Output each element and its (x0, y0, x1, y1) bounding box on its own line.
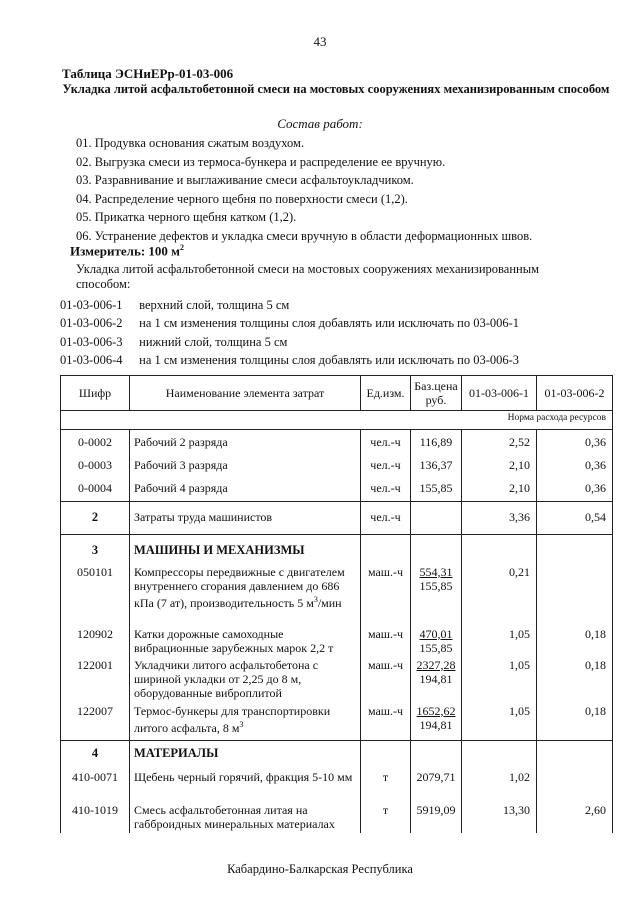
cell-price: 116,89 (411, 430, 462, 453)
variant-item (60, 351, 519, 369)
cell-name: Рабочий 2 разряда (130, 430, 361, 453)
variant-text: верхний слой, толщина 5 см (139, 298, 290, 312)
header-col2: 01-03-006-2 (537, 376, 613, 411)
table-row (61, 476, 613, 502)
cell-price: 2079,71 (411, 767, 462, 801)
table-row (61, 704, 613, 741)
price-top: 554,31 (419, 564, 453, 579)
work-item: 03. Разравнивание и выглаживание смеси асфальтоукладчиком. (76, 173, 414, 188)
cell-code: 410-1019 (61, 801, 130, 833)
cell-unit: чел.-ч (361, 430, 411, 453)
footer-region: Кабардино-Балкарская Республика (227, 862, 413, 876)
price-top: 1652,62 (416, 703, 456, 718)
work-item: 01. Продувка основания сжатым воздухом. (76, 136, 305, 150)
cell-name-text: Термос-бункеры для транспортировки литого асфальта, 8 м (134, 703, 331, 735)
cell-unit: т (361, 801, 411, 833)
cell-name: Щебень черный горячий, фракция 5-10 мм (130, 767, 361, 801)
cell-name-text: Укладчики литого асфальтобетона с шириной укладки от 2,25 до 8 м, оборудованные виброплитой (134, 657, 319, 700)
empty-cell (411, 535, 462, 565)
cell-name: Затраты труда машинистов (130, 502, 361, 535)
machines-group (61, 535, 613, 741)
cell-v2: 0,36 (537, 476, 613, 502)
header-price-line1: Баз.цена (414, 379, 458, 393)
header-name: Наименование элемента затрат (130, 376, 361, 411)
cell-v2: 0,36 (537, 453, 613, 476)
cell-name: Рабочий 4 разряда (130, 476, 361, 502)
cell-unit: чел.-ч (361, 453, 411, 476)
cell-v1: 2,10 (462, 476, 537, 502)
cell-v1: 1,02 (462, 767, 537, 801)
empty-cell (361, 741, 411, 767)
page-number: 43 (313, 34, 327, 49)
cell-v2: 0,36 (537, 430, 613, 453)
cell-name-tail: /мин (317, 595, 342, 610)
section-title: МАШИНЫ И МЕХАНИЗМЫ (130, 535, 361, 565)
price-bottom: 194,81 (419, 671, 453, 686)
machinists-group (61, 502, 613, 535)
table-header-row (61, 376, 613, 411)
materials-group (61, 741, 613, 833)
meter-sup: 2 (180, 243, 185, 252)
cell-v2: 0,18 (537, 658, 613, 704)
cell-v2: 2,60 (537, 801, 613, 833)
cell-name: Смесь асфальтобетонная литая на габброидных минеральных материалах (130, 801, 361, 833)
header-unit: Ед.изм. (361, 376, 411, 411)
table-row (61, 801, 613, 833)
cell-name (130, 627, 361, 658)
price-bottom: 194,81 (419, 717, 453, 732)
cell-name-sup: 3 (313, 594, 318, 604)
price-bottom: 155,85 (419, 578, 453, 593)
price-top: 2327,28 (416, 657, 456, 672)
table-row (61, 453, 613, 476)
empty-cell (462, 535, 537, 565)
variant-code: 01-03-006-3 (60, 334, 123, 349)
header-price (411, 376, 462, 411)
cell-v1: 2,52 (462, 430, 537, 453)
price-bottom: 155,85 (419, 640, 453, 655)
table-name: Таблица ЭСНиЕРр-01-03-006 (62, 66, 234, 81)
cell-unit: чел.-ч (361, 476, 411, 502)
section-row (61, 741, 613, 767)
cell-code: 0-0002 (61, 430, 130, 453)
table-row (61, 430, 613, 453)
cell-name (130, 704, 361, 741)
cell-unit: маш.-ч (361, 627, 411, 658)
cell-v1: 0,21 (462, 565, 537, 627)
work-item: 05. Прикатка черного щебня катком (1,2). (76, 210, 297, 225)
empty-cell (411, 741, 462, 767)
cell-name (130, 658, 361, 704)
cell-v1: 1,05 (462, 704, 537, 741)
variants-list (60, 296, 519, 369)
table-row (61, 767, 613, 801)
cell-price (411, 704, 462, 741)
cell-unit: маш.-ч (361, 704, 411, 741)
cell-price (411, 565, 462, 627)
table-row (61, 565, 613, 627)
cell-v2: 0,18 (537, 627, 613, 658)
header-col1: 01-03-006-1 (462, 376, 537, 411)
cell-name-text: Компрессоры передвижные с двигателем внутреннего сгорания давлением до 686 кПа (7 ат), производительность 5 м (134, 564, 345, 610)
cell-price (411, 502, 462, 535)
cell-code: 2 (61, 502, 130, 535)
table-row (61, 502, 613, 535)
table-title: Укладка литой асфальтобетонной смеси на мостовых сооружениях механизированным способом (62, 82, 610, 96)
cell-v2: 0,54 (537, 502, 613, 535)
norm-label: Норма расхода ресурсов (61, 411, 613, 430)
cell-price: 155,85 (411, 476, 462, 502)
variant-code: 01-03-006-4 (60, 352, 123, 367)
cell-v2 (537, 767, 613, 801)
workers-group (61, 430, 613, 502)
cell-price: 5919,09 (411, 801, 462, 833)
works-list (76, 134, 532, 246)
empty-cell (537, 741, 613, 767)
variant-code: 01-03-006-1 (60, 298, 123, 312)
variant-text: на 1 см изменения толщины слоя добавлять или исключать по 03-006-3 (139, 352, 520, 367)
norm-row (61, 411, 613, 430)
cell-name-sup: 3 (239, 719, 244, 729)
variant-text: на 1 см изменения толщины слоя добавлять или исключать по 03-006-1 (139, 316, 520, 331)
cell-name: Рабочий 3 разряда (130, 453, 361, 476)
empty-cell (462, 741, 537, 767)
variant-item (60, 333, 519, 351)
cell-v2: 0,18 (537, 704, 613, 741)
table-row (61, 658, 613, 704)
cell-v2 (537, 565, 613, 627)
meter (70, 243, 184, 259)
variant-item (60, 296, 519, 314)
resources-table (60, 375, 613, 833)
cell-unit: маш.-ч (361, 565, 411, 627)
section-code: 4 (61, 741, 130, 767)
table-row (61, 627, 613, 658)
scope-text: Укладка литой асфальтобетонной смеси на мостовых сооружениях механизированным способом: (76, 262, 540, 291)
works-header: Состав работ: (277, 116, 363, 131)
cell-code: 0-0003 (61, 453, 130, 476)
variant-text: нижний слой, толщина 5 см (139, 334, 288, 349)
cell-code: 122007 (61, 704, 130, 741)
section-row (61, 535, 613, 565)
header-price-line2: руб. (425, 393, 447, 407)
cell-name-text: Катки дорожные самоходные вибрационные зарубежных марок 2,2 т (134, 626, 334, 655)
cell-code: 0-0004 (61, 476, 130, 502)
cell-code: 050101 (61, 565, 130, 627)
empty-cell (361, 535, 411, 565)
price-top: 470,01 (419, 626, 453, 641)
work-item: 06. Устранение дефектов и укладка смеси вручную в области деформационных швов. (76, 228, 533, 243)
cell-v1: 2,10 (462, 453, 537, 476)
cell-v1: 3,36 (462, 502, 537, 535)
cell-v1: 1,05 (462, 627, 537, 658)
cell-unit: чел.-ч (361, 502, 411, 535)
cell-unit: т (361, 767, 411, 801)
variant-code: 01-03-006-2 (60, 316, 123, 331)
cell-code: 122001 (61, 658, 130, 704)
cell-unit: маш.-ч (361, 658, 411, 704)
cell-v1: 13,30 (462, 801, 537, 833)
section-title: МАТЕРИАЛЫ (130, 741, 361, 767)
work-item: 04. Распределение черного щебня по поверхности смеси (1,2). (76, 191, 408, 206)
cell-price: 136,37 (411, 453, 462, 476)
cell-name (130, 565, 361, 627)
cell-v1: 1,05 (462, 658, 537, 704)
header-code: Шифр (61, 376, 130, 411)
variant-item (60, 314, 519, 332)
cell-price (411, 658, 462, 704)
cell-code: 410-0071 (61, 767, 130, 801)
section-code: 3 (61, 535, 130, 565)
cell-price (411, 627, 462, 658)
meter-label: Измеритель: 100 м (70, 243, 181, 259)
empty-cell (537, 535, 613, 565)
work-item: 02. Выгрузка смеси из термоса-бункера и распределение ее вручную. (76, 154, 446, 169)
cell-code: 120902 (61, 627, 130, 658)
